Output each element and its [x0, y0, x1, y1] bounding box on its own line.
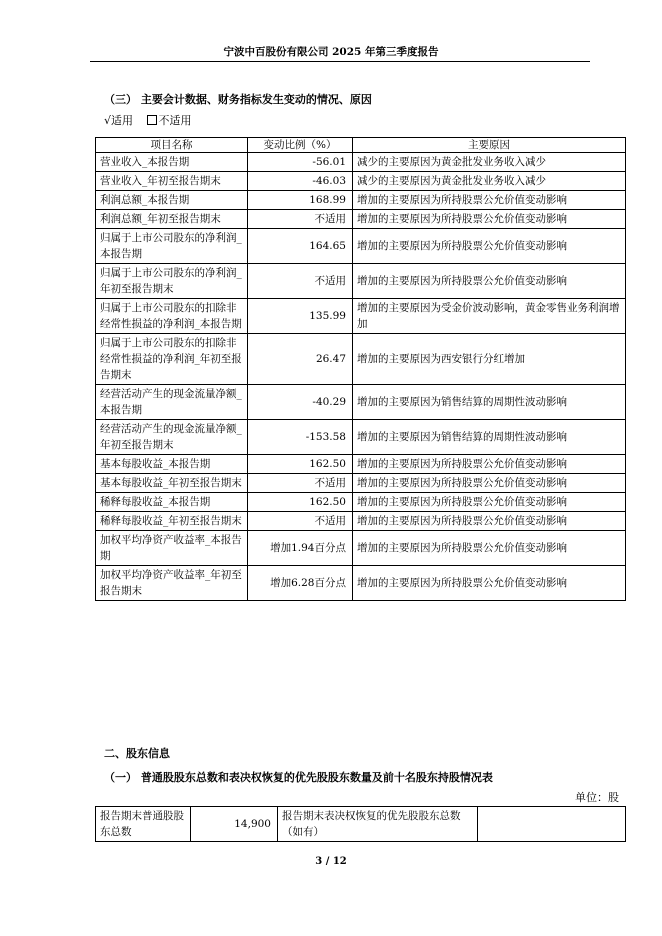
ratio-cell: 不适用 [248, 474, 353, 493]
unchecked-box-icon [147, 115, 157, 125]
reason-cell: 增加的主要原因为所持股票公允价值变动影响 [353, 210, 626, 229]
ratio-cell: -46.03 [248, 172, 353, 191]
table-row [96, 566, 626, 601]
table-row [96, 153, 626, 172]
ratio-cell: 162.50 [248, 455, 353, 474]
item-cell: 稀释每股收益_本报告期 [96, 493, 248, 512]
ratio-cell: 135.99 [248, 299, 353, 334]
reason-cell: 增加的主要原因为所持股票公允价值变动影响 [353, 493, 626, 512]
page-header: 宁波中百股份有限公司 2025 年第三季度报告 [223, 46, 439, 58]
reason-cell: 减少的主要原因为黄金批发业务收入减少 [353, 153, 626, 172]
ratio-cell: 增加6.28百分点 [248, 566, 353, 601]
reason-cell: 增加的主要原因为所持股票公允价值变动影响 [353, 566, 626, 601]
ratio-cell: -153.58 [248, 420, 353, 455]
ratio-cell: -56.01 [248, 153, 353, 172]
total-shareholders-value: 14,900 [191, 807, 278, 842]
reason-cell: 增加的主要原因为受金价波动影响，黄金零售业务利润增加 [353, 299, 626, 334]
reason-cell: 增加的主要原因为所持股票公允价值变动影响 [353, 455, 626, 474]
item-cell: 加权平均净资产收益率_本报告期 [96, 531, 248, 566]
not-applicable-label: 不适用 [158, 114, 192, 127]
reason-cell: 增加的主要原因为所持股票公允价值变动影响 [353, 191, 626, 210]
item-cell: 利润总额_本报告期 [96, 191, 248, 210]
applicability-line [104, 112, 192, 128]
reason-cell: 增加的主要原因为所持股票公允价值变动影响 [353, 229, 626, 264]
reason-cell: 增加的主要原因为销售结算的周期性波动影响 [353, 420, 626, 455]
preferred-shareholders-label: 报告期末表决权恢复的优先股股东总数（如有） [278, 807, 478, 842]
table-row [96, 172, 626, 191]
item-cell: 经营活动产生的现金流量净额_年初至报告期末 [96, 420, 248, 455]
ratio-cell: 不适用 [248, 512, 353, 531]
ratio-cell: 162.50 [248, 493, 353, 512]
ratio-cell: 不适用 [248, 264, 353, 299]
item-cell: 基本每股收益_年初至报告期末 [96, 474, 248, 493]
item-cell: 稀释每股收益_年初至报告期末 [96, 512, 248, 531]
reason-cell: 增加的主要原因为所持股票公允价值变动影响 [353, 531, 626, 566]
table-row [96, 264, 626, 299]
reason-cell: 增加的主要原因为西安银行分红增加 [353, 334, 626, 385]
item-cell: 归属于上市公司股东的净利润_年初至报告期末 [96, 264, 248, 299]
reason-cell: 增加的主要原因为所持股票公允价值变动影响 [353, 512, 626, 531]
reason-cell: 增加的主要原因为所持股票公允价值变动影响 [353, 474, 626, 493]
item-cell: 加权平均净资产收益率_年初至报告期末 [96, 566, 248, 601]
item-cell: 归属于上市公司股东的扣除非经常性损益的净利润_本报告期 [96, 299, 248, 334]
reason-cell: 增加的主要原因为销售结算的周期性波动影响 [353, 385, 626, 420]
shareholder-subsection-title: （一） 普通股股东总数和表决权恢复的优先股股东数量及前十名股东持股情况表 [104, 771, 493, 784]
ratio-cell: 不适用 [248, 210, 353, 229]
table-header-row [96, 138, 626, 153]
applicable-label: √适用 [104, 114, 134, 127]
header-main-reason: 主要原因 [353, 138, 626, 153]
table-row [96, 210, 626, 229]
item-cell: 经营活动产生的现金流量净额_本报告期 [96, 385, 248, 420]
shareholder-section-title: 二、股东信息 [104, 747, 170, 760]
item-cell: 归属于上市公司股东的扣除非经常性损益的净利润_年初至报告期末 [96, 334, 248, 385]
table-row [96, 455, 626, 474]
item-cell: 利润总额_年初至报告期末 [96, 210, 248, 229]
table-row [96, 474, 626, 493]
ratio-cell: 增加1.94百分点 [248, 531, 353, 566]
table-row [96, 229, 626, 264]
ratio-cell: 26.47 [248, 334, 353, 385]
table-row [96, 420, 626, 455]
page-number: 3 / 12 [315, 856, 347, 867]
reason-cell: 增加的主要原因为所持股票公允价值变动影响 [353, 264, 626, 299]
header-change-ratio: 变动比例（%） [248, 138, 353, 153]
table-row [96, 191, 626, 210]
table-row [96, 512, 626, 531]
table-row [96, 385, 626, 420]
preferred-shareholders-value [478, 807, 626, 842]
reason-cell: 减少的主要原因为黄金批发业务收入减少 [353, 172, 626, 191]
total-shareholders-label: 报告期末普通股股东总数 [96, 807, 191, 842]
ratio-cell: -40.29 [248, 385, 353, 420]
item-cell: 基本每股收益_本报告期 [96, 455, 248, 474]
item-cell: 归属于上市公司股东的净利润_本报告期 [96, 229, 248, 264]
table-row [96, 531, 626, 566]
table-row [96, 299, 626, 334]
financial-changes-table [95, 137, 626, 601]
table-row [96, 334, 626, 385]
unit-label: 单位：股 [575, 791, 619, 804]
table-row [96, 493, 626, 512]
header-divider [90, 61, 590, 62]
ratio-cell: 168.99 [248, 191, 353, 210]
ratio-cell: 164.65 [248, 229, 353, 264]
item-cell: 营业收入_本报告期 [96, 153, 248, 172]
section-title: （三） 主要会计数据、财务指标发生变动的情况、原因 [104, 93, 372, 106]
table-row [96, 807, 626, 842]
shareholder-table [95, 806, 626, 842]
header-item-name: 项目名称 [96, 138, 248, 153]
item-cell: 营业收入_年初至报告期末 [96, 172, 248, 191]
